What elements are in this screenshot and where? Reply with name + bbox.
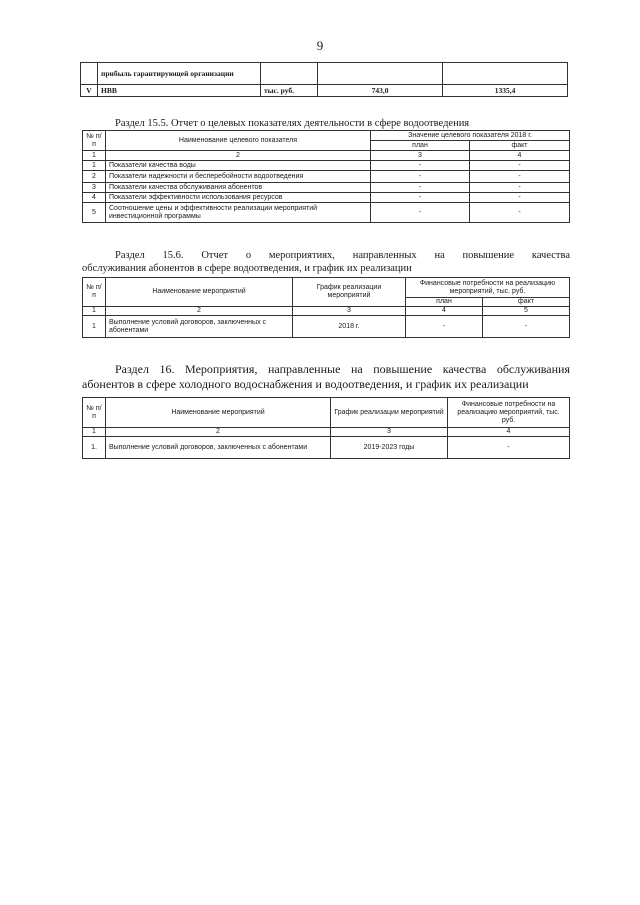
- page-number: 9: [316, 38, 324, 53]
- header-plan: план: [406, 298, 483, 307]
- table-row: [83, 437, 570, 459]
- row-name: Показатели надежности и бесперебойности водоотведения: [106, 171, 371, 183]
- column-number-row: [83, 428, 570, 437]
- header-finance: Финансовые потребности на реализацию мероприятий, тыс. руб.: [448, 398, 570, 428]
- section-15-5-title: Раздел 15.5. Отчет о целевых показателях деятельности в сфере водоотведения: [115, 118, 470, 129]
- row-schedule: 2018 г.: [293, 316, 406, 338]
- header-fact: факт: [470, 141, 570, 151]
- header-fact: факт: [483, 298, 570, 307]
- row-name: НВВ: [98, 85, 261, 97]
- row-name: Выполнение условий договоров, заключенных с абонентами: [106, 316, 293, 338]
- col-number: 5: [483, 307, 570, 316]
- header-plan: план: [371, 141, 470, 151]
- col-number: 4: [406, 307, 483, 316]
- col-number: 2: [106, 428, 331, 437]
- row-num: 1: [83, 316, 106, 338]
- row-name: Соотношение цены и эффективности реализации мероприятий инвестиционной программы: [106, 203, 371, 223]
- table-row: [83, 203, 570, 223]
- header-num: № п/п: [83, 278, 106, 307]
- row-num: 3: [83, 183, 106, 193]
- row-unit: [261, 63, 318, 85]
- table-row: [83, 183, 570, 193]
- header-schedule: График реализации мероприятий: [331, 398, 448, 428]
- row-plan: -: [371, 203, 470, 223]
- row-num: [81, 63, 98, 85]
- row-num: 1.: [83, 437, 106, 459]
- header-name: Наименование мероприятий: [106, 278, 293, 307]
- row-fact: -: [470, 183, 570, 193]
- row-name: Показатели качества обслуживания абонентов: [106, 183, 371, 193]
- row-plan: -: [371, 171, 470, 183]
- row-plan: -: [371, 183, 470, 193]
- section-15-5-table: [82, 130, 570, 223]
- table-header-row: [83, 398, 570, 428]
- table-row: [83, 161, 570, 171]
- section-15-6-table: [82, 277, 570, 338]
- col-number: 3: [371, 151, 470, 161]
- header-value-group: Значение целевого показателя 2018 г.: [371, 131, 570, 141]
- row-value: 743,0: [318, 85, 443, 97]
- row-unit: тыс. руб.: [261, 85, 318, 97]
- row-num: 2: [83, 171, 106, 183]
- col-number: 1: [83, 151, 106, 161]
- row-schedule: 2019-2023 годы: [331, 437, 448, 459]
- row-plan: -: [371, 161, 470, 171]
- section-16-table: [82, 397, 570, 459]
- table-row: [83, 171, 570, 183]
- column-number-row: [83, 151, 570, 161]
- section-16-title-line2: абонентов в сфере холодного водоснабжения и водоотведения, и график их реализации: [82, 377, 529, 391]
- column-number-row: [83, 307, 570, 316]
- table-header-row: [83, 278, 570, 298]
- table-row: [81, 85, 568, 97]
- row-plan: -: [406, 316, 483, 338]
- row-value: [318, 63, 443, 85]
- row-name: Выполнение условий договоров, заключенных с абонентами: [106, 437, 331, 459]
- col-number: 1: [83, 428, 106, 437]
- row-plan: -: [371, 193, 470, 203]
- table-row: [81, 63, 568, 85]
- col-number: 4: [448, 428, 570, 437]
- row-value: [443, 63, 568, 85]
- top-table: [80, 62, 568, 97]
- header-name: Наименование мероприятий: [106, 398, 331, 428]
- row-fact: -: [470, 203, 570, 223]
- col-number: 2: [106, 307, 293, 316]
- col-number: 2: [106, 151, 371, 161]
- col-number: 1: [83, 307, 106, 316]
- row-num: 5: [83, 203, 106, 223]
- table-row: [83, 193, 570, 203]
- header-num: № п/п: [83, 398, 106, 428]
- col-number: 4: [470, 151, 570, 161]
- section-15-6-title-line2: обслуживания абонентов в сфере водоотведения, и график их реализации: [82, 263, 412, 274]
- col-number: 3: [293, 307, 406, 316]
- row-name: прибыль гарантирующей организации: [98, 63, 261, 85]
- header-num: № п/п: [83, 131, 106, 151]
- table-row: [83, 316, 570, 338]
- section-16-title-line1: Раздел 16. Мероприятия, направленные на повышение качества обслуживания: [115, 362, 570, 376]
- row-value: 1335,4: [443, 85, 568, 97]
- row-fact: -: [470, 193, 570, 203]
- row-finance: -: [448, 437, 570, 459]
- row-num: V: [81, 85, 98, 97]
- row-fact: -: [470, 171, 570, 183]
- header-schedule: График реализации мероприятий: [293, 278, 406, 307]
- row-num: 4: [83, 193, 106, 203]
- row-name: Показатели эффективности использования ресурсов: [106, 193, 371, 203]
- row-num: 1: [83, 161, 106, 171]
- header-finance: Финансовые потребности на реализацию мероприятий, тыс. руб.: [406, 278, 570, 298]
- col-number: 3: [331, 428, 448, 437]
- row-name: Показатели качества воды: [106, 161, 371, 171]
- row-fact: -: [470, 161, 570, 171]
- section-15-6-title-line1: Раздел 15.6. Отчет о мероприятиях, направленных на повышение качества: [115, 250, 570, 261]
- table-header-row: [83, 131, 570, 141]
- row-fact: -: [483, 316, 570, 338]
- header-name: Наименование целевого показателя: [106, 131, 371, 151]
